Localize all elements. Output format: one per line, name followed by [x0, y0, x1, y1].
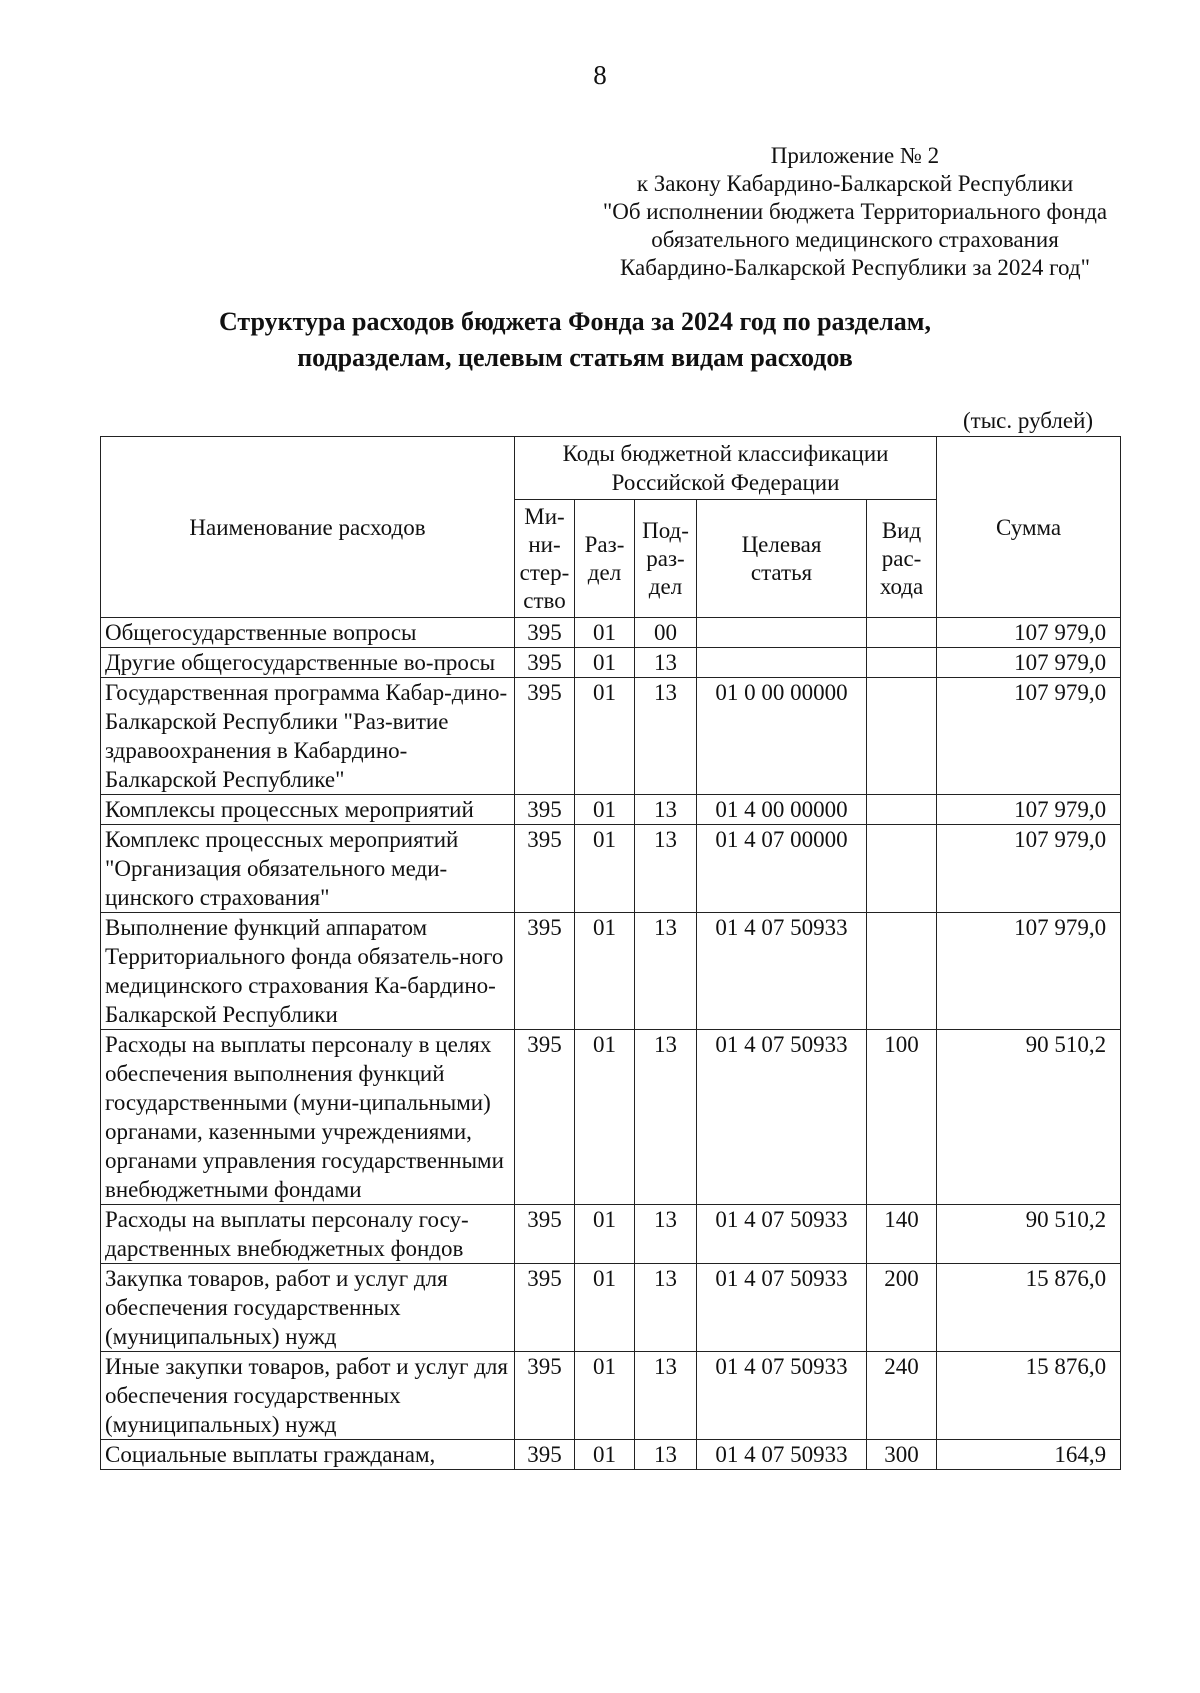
cell-expense-type: [867, 648, 937, 678]
cell-name: Комплекс процессных мероприятий "Организация обязательного меди-цинского страхования": [101, 825, 515, 913]
header-expense-type-part: Вид: [881, 517, 922, 543]
units-label: (тыс. рублей): [963, 408, 1094, 433]
cell-expense-type: [867, 618, 937, 648]
header-subsection-part: дел: [648, 573, 683, 599]
table-row: [101, 1440, 1121, 1470]
cell-name: Закупка товаров, работ и услуг для обеспечения государственных (муниципальных) нужд: [101, 1264, 515, 1352]
cell-section: 01: [575, 1205, 635, 1264]
cell-amount: 107 979,0: [937, 678, 1121, 795]
cell-target: 01 4 07 50933: [697, 1352, 867, 1440]
header-codes-group: [515, 437, 937, 500]
header-expense-type-part: рас-: [881, 545, 922, 571]
header-expense-type-part: хода: [879, 573, 924, 599]
cell-subsection: 13: [635, 913, 697, 1030]
cell-amount: 107 979,0: [937, 618, 1121, 648]
cell-section: 01: [575, 913, 635, 1030]
cell-section: 01: [575, 795, 635, 825]
cell-target: [697, 648, 867, 678]
cell-target: 01 4 07 50933: [697, 1440, 867, 1470]
cell-amount: 15 876,0: [937, 1352, 1121, 1440]
cell-ministry: 395: [515, 1440, 575, 1470]
cell-expense-type: 140: [867, 1205, 937, 1264]
budget-table: [100, 436, 1121, 1470]
header-ministry-part: ство: [523, 587, 566, 613]
cell-section: 01: [575, 648, 635, 678]
appendix-line: "Об исполнении бюджета Территориального фонда: [602, 199, 1108, 224]
cell-section: 01: [575, 678, 635, 795]
cell-ministry: 395: [515, 825, 575, 913]
cell-name: Другие общегосударственные во-просы: [101, 648, 515, 678]
cell-expense-type: 200: [867, 1264, 937, 1352]
cell-ministry: 395: [515, 1030, 575, 1205]
appendix-header: [590, 142, 1120, 282]
cell-amount: 107 979,0: [937, 913, 1121, 1030]
header-amount: Сумма: [937, 437, 1121, 618]
cell-name: Комплексы процессных мероприятий: [101, 795, 515, 825]
table-row: [101, 618, 1121, 648]
cell-name: Социальные выплаты гражданам,: [101, 1440, 515, 1470]
header-subsection: [635, 500, 697, 618]
cell-amount: 90 510,2: [937, 1030, 1121, 1205]
appendix-line: Кабардино-Балкарской Республики за 2024 год": [620, 255, 1090, 280]
appendix-line: Приложение № 2: [770, 143, 940, 168]
header-target-part: статья: [750, 559, 813, 585]
header-name: Наименование расходов: [101, 437, 515, 618]
header-section: [575, 500, 635, 618]
cell-expense-type: [867, 825, 937, 913]
cell-amount: 107 979,0: [937, 795, 1121, 825]
cell-name: Общегосударственные вопросы: [101, 618, 515, 648]
cell-target: 01 4 07 50933: [697, 913, 867, 1030]
cell-name: Расходы на выплаты персоналу в целях обеспечения выполнения функций государственными (муни-ципальными) органами, казенными учреждениями, органами управления государственными внебюджетными фондами: [101, 1030, 515, 1205]
table-row: [101, 825, 1121, 913]
cell-expense-type: 300: [867, 1440, 937, 1470]
cell-target: 01 4 07 50933: [697, 1205, 867, 1264]
table-row: [101, 678, 1121, 795]
cell-subsection: 13: [635, 1264, 697, 1352]
cell-expense-type: [867, 913, 937, 1030]
header-section-part: Раз-: [584, 531, 625, 557]
header-codes-line: Российской Федерации: [611, 470, 840, 495]
cell-expense-type: [867, 795, 937, 825]
cell-ministry: 395: [515, 1352, 575, 1440]
cell-section: 01: [575, 1264, 635, 1352]
cell-subsection: 13: [635, 1030, 697, 1205]
header-ministry: [515, 500, 575, 618]
cell-ministry: 395: [515, 913, 575, 1030]
cell-expense-type: 240: [867, 1352, 937, 1440]
table-row: [101, 913, 1121, 1030]
cell-target: 01 4 07 50933: [697, 1264, 867, 1352]
cell-ministry: 395: [515, 648, 575, 678]
cell-section: 01: [575, 1030, 635, 1205]
cell-subsection: 13: [635, 1205, 697, 1264]
page-number: 8: [593, 60, 607, 90]
table-row: [101, 1264, 1121, 1352]
cell-amount: 15 876,0: [937, 1264, 1121, 1352]
document-title: [0, 304, 1150, 376]
cell-target: 01 4 07 00000: [697, 825, 867, 913]
header-subsection-part: Под-: [642, 517, 689, 543]
table-body: [101, 618, 1121, 1470]
cell-ministry: 395: [515, 795, 575, 825]
cell-target: 01 4 00 00000: [697, 795, 867, 825]
cell-target: 01 0 00 00000: [697, 678, 867, 795]
cell-subsection: 13: [635, 825, 697, 913]
header-expense-type: [867, 500, 937, 618]
cell-name: Государственная программа Кабар-дино-Балкарской Республики "Раз-витие здравоохранения в Кабардино-Балкарской Республике": [101, 678, 515, 795]
cell-name: Расходы на выплаты персоналу госу-дарственных внебюджетных фондов: [101, 1205, 515, 1264]
cell-amount: 90 510,2: [937, 1205, 1121, 1264]
cell-subsection: 13: [635, 1440, 697, 1470]
appendix-line: обязательного медицинского страхования: [651, 227, 1059, 252]
cell-section: 01: [575, 825, 635, 913]
title-line: Структура расходов бюджета Фонда за 2024 год по разделам,: [218, 307, 932, 336]
cell-subsection: 13: [635, 795, 697, 825]
cell-subsection: 13: [635, 1352, 697, 1440]
table-row: [101, 1352, 1121, 1440]
cell-target: [697, 618, 867, 648]
header-ministry-part: ни-: [528, 531, 561, 557]
cell-expense-type: [867, 678, 937, 795]
cell-amount: 107 979,0: [937, 825, 1121, 913]
header-target-part: Целевая: [741, 531, 822, 557]
cell-subsection: 00: [635, 618, 697, 648]
cell-ministry: 395: [515, 618, 575, 648]
header-subsection-part: раз-: [646, 545, 685, 571]
cell-ministry: 395: [515, 1205, 575, 1264]
cell-name: Выполнение функций аппаратом Территориального фонда обязатель-ного медицинского страхования Ка-бардино-Балкарской Республики: [101, 913, 515, 1030]
cell-expense-type: 100: [867, 1030, 937, 1205]
cell-ministry: 395: [515, 1264, 575, 1352]
table-row: [101, 648, 1121, 678]
cell-section: 01: [575, 1352, 635, 1440]
cell-subsection: 13: [635, 678, 697, 795]
cell-subsection: 13: [635, 648, 697, 678]
cell-name: Иные закупки товаров, работ и услуг для обеспечения государственных (муниципальных) нужд: [101, 1352, 515, 1440]
cell-ministry: 395: [515, 678, 575, 795]
cell-amount: 164,9: [937, 1440, 1121, 1470]
header-codes-line: Коды бюджетной классификации: [562, 441, 889, 466]
appendix-line: к Закону Кабардино-Балкарской Республики: [636, 171, 1074, 196]
header-section-part: дел: [587, 559, 622, 585]
cell-target: 01 4 07 50933: [697, 1030, 867, 1205]
cell-section: 01: [575, 1440, 635, 1470]
table-row: [101, 1030, 1121, 1205]
table-row: [101, 795, 1121, 825]
cell-amount: 107 979,0: [937, 648, 1121, 678]
table-row: [101, 1205, 1121, 1264]
header-ministry-part: Ми-: [524, 503, 565, 529]
header-ministry-part: стер-: [519, 559, 570, 585]
title-line: подразделам, целевым статьям видам расходов: [297, 343, 853, 372]
header-target: [697, 500, 867, 618]
cell-section: 01: [575, 618, 635, 648]
